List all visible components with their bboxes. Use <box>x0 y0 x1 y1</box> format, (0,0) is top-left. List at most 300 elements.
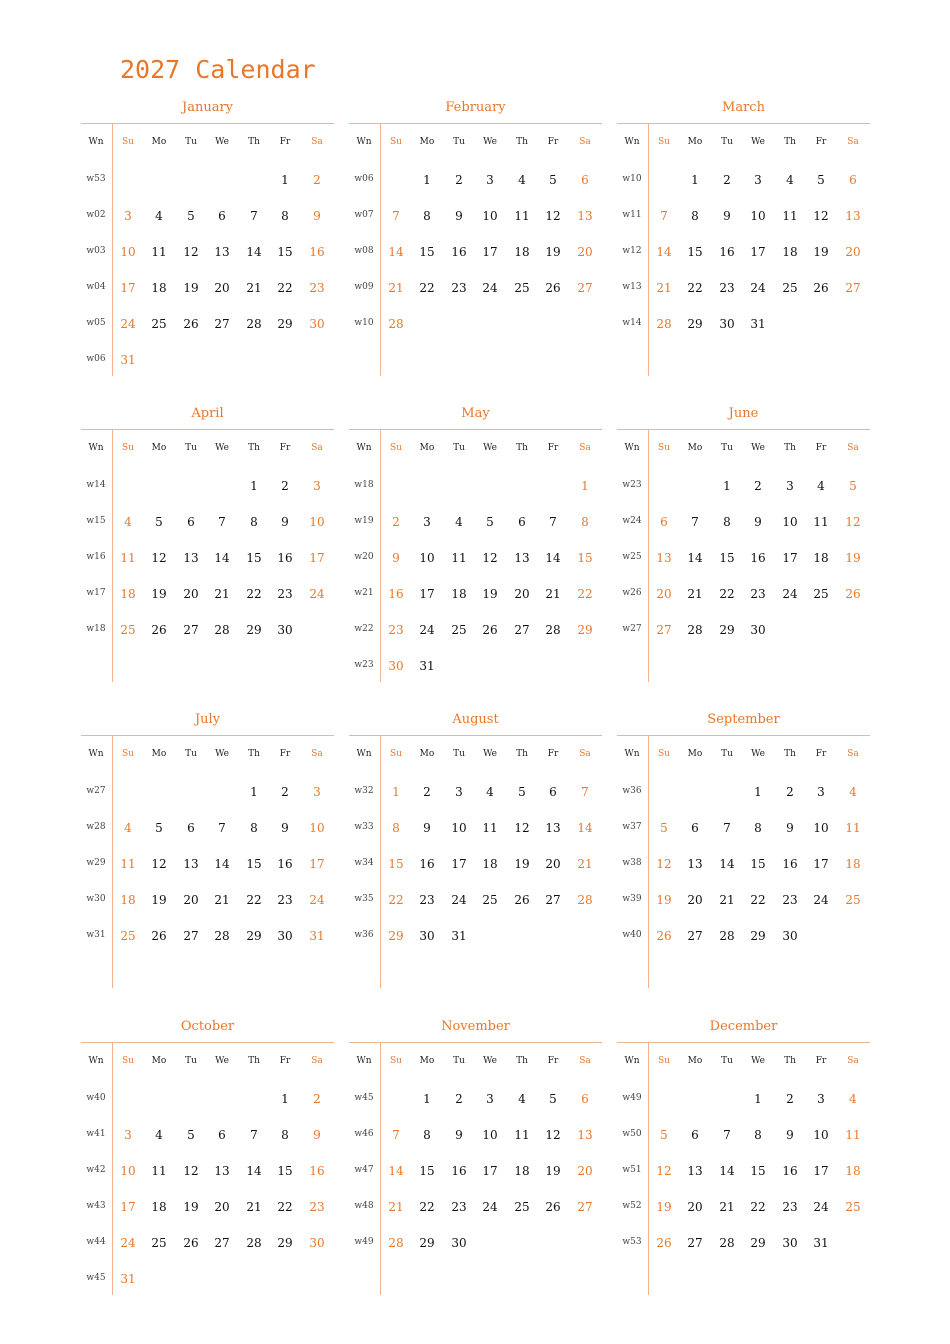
day-cell[interactable]: 8 <box>392 821 400 835</box>
day-cell[interactable]: 29 <box>246 623 262 637</box>
day-cell[interactable]: 8 <box>754 1128 762 1142</box>
day-cell[interactable]: 15 <box>246 551 262 565</box>
day-cell[interactable]: 30 <box>451 1236 467 1250</box>
day-cell[interactable]: 28 <box>719 929 735 943</box>
day-cell[interactable]: 19 <box>183 1200 199 1214</box>
day-cell[interactable]: 4 <box>849 785 857 799</box>
day-cell[interactable]: 13 <box>183 857 199 871</box>
day-cell[interactable]: 7 <box>218 515 226 529</box>
day-cell[interactable]: 17 <box>482 245 498 259</box>
day-cell[interactable]: 16 <box>782 1164 798 1178</box>
day-cell[interactable]: 7 <box>250 1128 258 1142</box>
day-cell[interactable]: 21 <box>388 1200 404 1214</box>
day-cell[interactable]: 4 <box>849 1092 857 1106</box>
day-cell[interactable]: 22 <box>246 893 262 907</box>
day-cell[interactable]: 30 <box>277 623 293 637</box>
day-cell[interactable]: 6 <box>581 1092 589 1106</box>
day-cell[interactable]: 22 <box>419 281 435 295</box>
day-cell[interactable]: 18 <box>482 857 498 871</box>
day-cell[interactable]: 15 <box>277 245 293 259</box>
day-cell[interactable]: 12 <box>151 857 167 871</box>
day-cell[interactable]: 5 <box>187 1128 195 1142</box>
day-cell[interactable]: 4 <box>486 785 494 799</box>
day-cell[interactable]: 17 <box>782 551 798 565</box>
day-cell[interactable]: 15 <box>577 551 593 565</box>
day-cell[interactable]: 4 <box>518 1092 526 1106</box>
day-cell[interactable]: 14 <box>687 551 703 565</box>
day-cell[interactable]: 19 <box>813 245 829 259</box>
day-cell[interactable]: 7 <box>723 1128 731 1142</box>
day-cell[interactable]: 27 <box>183 929 199 943</box>
day-cell[interactable]: 19 <box>656 893 672 907</box>
day-cell[interactable]: 2 <box>786 1092 794 1106</box>
day-cell[interactable]: 11 <box>782 209 798 223</box>
day-cell[interactable]: 4 <box>786 173 794 187</box>
day-cell[interactable]: 10 <box>451 821 467 835</box>
day-cell[interactable]: 30 <box>782 929 798 943</box>
day-cell[interactable]: 31 <box>451 929 467 943</box>
day-cell[interactable]: 10 <box>120 245 136 259</box>
day-cell[interactable]: 9 <box>754 515 762 529</box>
day-cell[interactable]: 17 <box>813 857 829 871</box>
day-cell[interactable]: 8 <box>250 515 258 529</box>
day-cell[interactable]: 2 <box>423 785 431 799</box>
day-cell[interactable]: 27 <box>577 1200 593 1214</box>
day-cell[interactable]: 6 <box>581 173 589 187</box>
day-cell[interactable]: 22 <box>750 1200 766 1214</box>
day-cell[interactable]: 18 <box>782 245 798 259</box>
day-cell[interactable]: 26 <box>813 281 829 295</box>
day-cell[interactable]: 10 <box>419 551 435 565</box>
day-cell[interactable]: 30 <box>419 929 435 943</box>
day-cell[interactable]: 20 <box>214 1200 230 1214</box>
day-cell[interactable]: 15 <box>419 1164 435 1178</box>
day-cell[interactable]: 17 <box>451 857 467 871</box>
day-cell[interactable]: 12 <box>656 1164 672 1178</box>
day-cell[interactable]: 29 <box>687 317 703 331</box>
day-cell[interactable]: 12 <box>151 551 167 565</box>
day-cell[interactable]: 9 <box>723 209 731 223</box>
day-cell[interactable]: 22 <box>277 1200 293 1214</box>
day-cell[interactable]: 29 <box>419 1236 435 1250</box>
day-cell[interactable]: 27 <box>687 929 703 943</box>
day-cell[interactable]: 5 <box>187 209 195 223</box>
day-cell[interactable]: 8 <box>281 1128 289 1142</box>
day-cell[interactable]: 13 <box>656 551 672 565</box>
day-cell[interactable]: 20 <box>514 587 530 601</box>
day-cell[interactable]: 11 <box>845 821 861 835</box>
day-cell[interactable]: 31 <box>813 1236 829 1250</box>
day-cell[interactable]: 28 <box>687 623 703 637</box>
day-cell[interactable]: 10 <box>813 821 829 835</box>
day-cell[interactable]: 16 <box>419 857 435 871</box>
day-cell[interactable]: 21 <box>246 1200 262 1214</box>
day-cell[interactable]: 30 <box>782 1236 798 1250</box>
day-cell[interactable]: 11 <box>151 245 167 259</box>
day-cell[interactable]: 16 <box>309 245 325 259</box>
day-cell[interactable]: 17 <box>309 551 325 565</box>
day-cell[interactable]: 5 <box>518 785 526 799</box>
day-cell[interactable]: 19 <box>151 587 167 601</box>
day-cell[interactable]: 9 <box>281 821 289 835</box>
day-cell[interactable]: 15 <box>419 245 435 259</box>
day-cell[interactable]: 3 <box>423 515 431 529</box>
day-cell[interactable]: 3 <box>817 1092 825 1106</box>
day-cell[interactable]: 15 <box>750 1164 766 1178</box>
day-cell[interactable]: 7 <box>392 1128 400 1142</box>
day-cell[interactable]: 24 <box>120 317 136 331</box>
day-cell[interactable]: 10 <box>782 515 798 529</box>
day-cell[interactable]: 12 <box>183 245 199 259</box>
day-cell[interactable]: 16 <box>719 245 735 259</box>
day-cell[interactable]: 9 <box>423 821 431 835</box>
day-cell[interactable]: 31 <box>750 317 766 331</box>
day-cell[interactable]: 10 <box>309 515 325 529</box>
day-cell[interactable]: 14 <box>388 245 404 259</box>
day-cell[interactable]: 13 <box>214 1164 230 1178</box>
day-cell[interactable]: 20 <box>577 245 593 259</box>
day-cell[interactable]: 1 <box>392 785 400 799</box>
day-cell[interactable]: 8 <box>250 821 258 835</box>
day-cell[interactable]: 24 <box>482 281 498 295</box>
day-cell[interactable]: 1 <box>281 1092 289 1106</box>
day-cell[interactable]: 30 <box>277 929 293 943</box>
day-cell[interactable]: 4 <box>124 821 132 835</box>
day-cell[interactable]: 25 <box>151 1236 167 1250</box>
day-cell[interactable]: 12 <box>845 515 861 529</box>
day-cell[interactable]: 22 <box>687 281 703 295</box>
day-cell[interactable]: 12 <box>514 821 530 835</box>
day-cell[interactable]: 14 <box>246 1164 262 1178</box>
day-cell[interactable]: 11 <box>151 1164 167 1178</box>
day-cell[interactable]: 19 <box>514 857 530 871</box>
day-cell[interactable]: 20 <box>577 1164 593 1178</box>
day-cell[interactable]: 31 <box>120 1272 136 1286</box>
day-cell[interactable]: 19 <box>183 281 199 295</box>
day-cell[interactable]: 18 <box>514 1164 530 1178</box>
day-cell[interactable]: 23 <box>277 893 293 907</box>
day-cell[interactable]: 23 <box>277 587 293 601</box>
day-cell[interactable]: 29 <box>246 929 262 943</box>
day-cell[interactable]: 13 <box>845 209 861 223</box>
day-cell[interactable]: 2 <box>455 173 463 187</box>
day-cell[interactable]: 2 <box>723 173 731 187</box>
day-cell[interactable]: 23 <box>719 281 735 295</box>
day-cell[interactable]: 21 <box>719 1200 735 1214</box>
day-cell[interactable]: 17 <box>120 1200 136 1214</box>
day-cell[interactable]: 21 <box>246 281 262 295</box>
day-cell[interactable]: 10 <box>750 209 766 223</box>
day-cell[interactable]: 3 <box>124 209 132 223</box>
day-cell[interactable]: 22 <box>577 587 593 601</box>
day-cell[interactable]: 9 <box>455 1128 463 1142</box>
day-cell[interactable]: 9 <box>392 551 400 565</box>
day-cell[interactable]: 28 <box>214 623 230 637</box>
day-cell[interactable]: 14 <box>214 857 230 871</box>
day-cell[interactable]: 26 <box>514 893 530 907</box>
day-cell[interactable]: 10 <box>482 209 498 223</box>
day-cell[interactable]: 8 <box>423 209 431 223</box>
day-cell[interactable]: 21 <box>214 587 230 601</box>
day-cell[interactable]: 23 <box>782 893 798 907</box>
day-cell[interactable]: 3 <box>455 785 463 799</box>
day-cell[interactable]: 27 <box>577 281 593 295</box>
day-cell[interactable]: 27 <box>656 623 672 637</box>
day-cell[interactable]: 12 <box>545 209 561 223</box>
day-cell[interactable]: 18 <box>451 587 467 601</box>
day-cell[interactable]: 26 <box>482 623 498 637</box>
day-cell[interactable]: 5 <box>155 515 163 529</box>
day-cell[interactable]: 10 <box>120 1164 136 1178</box>
day-cell[interactable]: 16 <box>750 551 766 565</box>
day-cell[interactable]: 8 <box>581 515 589 529</box>
day-cell[interactable]: 9 <box>281 515 289 529</box>
day-cell[interactable]: 7 <box>723 821 731 835</box>
day-cell[interactable]: 25 <box>514 281 530 295</box>
day-cell[interactable]: 10 <box>482 1128 498 1142</box>
day-cell[interactable]: 5 <box>849 479 857 493</box>
day-cell[interactable]: 20 <box>656 587 672 601</box>
day-cell[interactable]: 26 <box>545 1200 561 1214</box>
day-cell[interactable]: 26 <box>151 929 167 943</box>
day-cell[interactable]: 3 <box>786 479 794 493</box>
day-cell[interactable]: 17 <box>813 1164 829 1178</box>
day-cell[interactable]: 16 <box>451 245 467 259</box>
day-cell[interactable]: 11 <box>813 515 829 529</box>
day-cell[interactable]: 31 <box>309 929 325 943</box>
day-cell[interactable]: 15 <box>277 1164 293 1178</box>
day-cell[interactable]: 6 <box>660 515 668 529</box>
day-cell[interactable]: 24 <box>309 587 325 601</box>
day-cell[interactable]: 4 <box>817 479 825 493</box>
day-cell[interactable]: 28 <box>719 1236 735 1250</box>
day-cell[interactable]: 29 <box>750 929 766 943</box>
day-cell[interactable]: 25 <box>151 317 167 331</box>
day-cell[interactable]: 6 <box>849 173 857 187</box>
day-cell[interactable]: 26 <box>151 623 167 637</box>
day-cell[interactable]: 8 <box>691 209 699 223</box>
day-cell[interactable]: 22 <box>246 587 262 601</box>
day-cell[interactable]: 23 <box>388 623 404 637</box>
day-cell[interactable]: 9 <box>786 821 794 835</box>
day-cell[interactable]: 25 <box>845 893 861 907</box>
day-cell[interactable]: 25 <box>482 893 498 907</box>
day-cell[interactable]: 16 <box>309 1164 325 1178</box>
day-cell[interactable]: 21 <box>545 587 561 601</box>
day-cell[interactable]: 17 <box>750 245 766 259</box>
day-cell[interactable]: 15 <box>687 245 703 259</box>
day-cell[interactable]: 23 <box>451 1200 467 1214</box>
day-cell[interactable]: 2 <box>313 173 321 187</box>
day-cell[interactable]: 12 <box>482 551 498 565</box>
day-cell[interactable]: 8 <box>423 1128 431 1142</box>
day-cell[interactable]: 6 <box>218 209 226 223</box>
day-cell[interactable]: 6 <box>549 785 557 799</box>
day-cell[interactable]: 6 <box>218 1128 226 1142</box>
day-cell[interactable]: 13 <box>514 551 530 565</box>
day-cell[interactable]: 26 <box>545 281 561 295</box>
day-cell[interactable]: 29 <box>577 623 593 637</box>
day-cell[interactable]: 3 <box>313 479 321 493</box>
day-cell[interactable]: 18 <box>813 551 829 565</box>
day-cell[interactable]: 27 <box>687 1236 703 1250</box>
day-cell[interactable]: 22 <box>388 893 404 907</box>
day-cell[interactable]: 5 <box>155 821 163 835</box>
day-cell[interactable]: 16 <box>451 1164 467 1178</box>
day-cell[interactable]: 11 <box>845 1128 861 1142</box>
day-cell[interactable]: 24 <box>419 623 435 637</box>
day-cell[interactable]: 28 <box>577 893 593 907</box>
day-cell[interactable]: 1 <box>691 173 699 187</box>
day-cell[interactable]: 20 <box>214 281 230 295</box>
day-cell[interactable]: 16 <box>277 551 293 565</box>
day-cell[interactable]: 13 <box>214 245 230 259</box>
day-cell[interactable]: 7 <box>392 209 400 223</box>
day-cell[interactable]: 5 <box>660 1128 668 1142</box>
day-cell[interactable]: 30 <box>388 659 404 673</box>
day-cell[interactable]: 18 <box>120 893 136 907</box>
day-cell[interactable]: 2 <box>754 479 762 493</box>
day-cell[interactable]: 5 <box>817 173 825 187</box>
day-cell[interactable]: 8 <box>754 821 762 835</box>
day-cell[interactable]: 29 <box>277 1236 293 1250</box>
day-cell[interactable]: 21 <box>656 281 672 295</box>
day-cell[interactable]: 7 <box>660 209 668 223</box>
day-cell[interactable]: 9 <box>313 209 321 223</box>
day-cell[interactable]: 19 <box>151 893 167 907</box>
day-cell[interactable]: 27 <box>845 281 861 295</box>
day-cell[interactable]: 5 <box>660 821 668 835</box>
day-cell[interactable]: 12 <box>183 1164 199 1178</box>
day-cell[interactable]: 15 <box>388 857 404 871</box>
day-cell[interactable]: 23 <box>419 893 435 907</box>
day-cell[interactable]: 13 <box>577 1128 593 1142</box>
day-cell[interactable]: 29 <box>277 317 293 331</box>
day-cell[interactable]: 29 <box>388 929 404 943</box>
day-cell[interactable]: 7 <box>691 515 699 529</box>
day-cell[interactable]: 17 <box>419 587 435 601</box>
day-cell[interactable]: 5 <box>486 515 494 529</box>
day-cell[interactable]: 9 <box>313 1128 321 1142</box>
day-cell[interactable]: 19 <box>656 1200 672 1214</box>
day-cell[interactable]: 26 <box>183 317 199 331</box>
day-cell[interactable]: 20 <box>687 1200 703 1214</box>
day-cell[interactable]: 14 <box>545 551 561 565</box>
day-cell[interactable]: 14 <box>246 245 262 259</box>
day-cell[interactable]: 25 <box>514 1200 530 1214</box>
day-cell[interactable]: 4 <box>124 515 132 529</box>
day-cell[interactable]: 6 <box>691 821 699 835</box>
day-cell[interactable]: 27 <box>183 623 199 637</box>
day-cell[interactable]: 31 <box>120 353 136 367</box>
day-cell[interactable]: 7 <box>218 821 226 835</box>
day-cell[interactable]: 1 <box>250 479 258 493</box>
day-cell[interactable]: 5 <box>549 173 557 187</box>
day-cell[interactable]: 14 <box>214 551 230 565</box>
day-cell[interactable]: 9 <box>455 209 463 223</box>
day-cell[interactable]: 11 <box>482 821 498 835</box>
day-cell[interactable]: 26 <box>845 587 861 601</box>
day-cell[interactable]: 15 <box>719 551 735 565</box>
day-cell[interactable]: 21 <box>214 893 230 907</box>
day-cell[interactable]: 1 <box>754 785 762 799</box>
day-cell[interactable]: 4 <box>155 1128 163 1142</box>
day-cell[interactable]: 30 <box>309 317 325 331</box>
day-cell[interactable]: 14 <box>388 1164 404 1178</box>
day-cell[interactable]: 1 <box>581 479 589 493</box>
day-cell[interactable]: 12 <box>813 209 829 223</box>
day-cell[interactable]: 23 <box>451 281 467 295</box>
day-cell[interactable]: 23 <box>750 587 766 601</box>
day-cell[interactable]: 12 <box>545 1128 561 1142</box>
day-cell[interactable]: 30 <box>719 317 735 331</box>
day-cell[interactable]: 1 <box>250 785 258 799</box>
day-cell[interactable]: 18 <box>120 587 136 601</box>
day-cell[interactable]: 6 <box>518 515 526 529</box>
day-cell[interactable]: 11 <box>514 209 530 223</box>
day-cell[interactable]: 24 <box>782 587 798 601</box>
day-cell[interactable]: 20 <box>183 893 199 907</box>
day-cell[interactable]: 3 <box>754 173 762 187</box>
day-cell[interactable]: 4 <box>518 173 526 187</box>
day-cell[interactable]: 20 <box>845 245 861 259</box>
day-cell[interactable]: 18 <box>151 1200 167 1214</box>
day-cell[interactable]: 11 <box>120 857 136 871</box>
day-cell[interactable]: 25 <box>813 587 829 601</box>
day-cell[interactable]: 24 <box>309 893 325 907</box>
day-cell[interactable]: 20 <box>687 893 703 907</box>
day-cell[interactable]: 28 <box>388 1236 404 1250</box>
day-cell[interactable]: 26 <box>656 1236 672 1250</box>
day-cell[interactable]: 11 <box>451 551 467 565</box>
day-cell[interactable]: 28 <box>246 317 262 331</box>
day-cell[interactable]: 17 <box>120 281 136 295</box>
day-cell[interactable]: 19 <box>545 245 561 259</box>
day-cell[interactable]: 27 <box>214 1236 230 1250</box>
day-cell[interactable]: 26 <box>183 1236 199 1250</box>
day-cell[interactable]: 31 <box>419 659 435 673</box>
day-cell[interactable]: 22 <box>750 893 766 907</box>
day-cell[interactable]: 25 <box>451 623 467 637</box>
day-cell[interactable]: 27 <box>545 893 561 907</box>
day-cell[interactable]: 10 <box>309 821 325 835</box>
day-cell[interactable]: 27 <box>514 623 530 637</box>
day-cell[interactable]: 14 <box>719 857 735 871</box>
day-cell[interactable]: 2 <box>455 1092 463 1106</box>
day-cell[interactable]: 26 <box>656 929 672 943</box>
day-cell[interactable]: 21 <box>687 587 703 601</box>
day-cell[interactable]: 21 <box>577 857 593 871</box>
day-cell[interactable]: 2 <box>313 1092 321 1106</box>
day-cell[interactable]: 18 <box>514 245 530 259</box>
day-cell[interactable]: 16 <box>388 587 404 601</box>
day-cell[interactable]: 8 <box>723 515 731 529</box>
day-cell[interactable]: 17 <box>482 1164 498 1178</box>
day-cell[interactable]: 3 <box>486 173 494 187</box>
day-cell[interactable]: 11 <box>120 551 136 565</box>
day-cell[interactable]: 10 <box>813 1128 829 1142</box>
day-cell[interactable]: 7 <box>549 515 557 529</box>
day-cell[interactable]: 4 <box>155 209 163 223</box>
day-cell[interactable]: 3 <box>486 1092 494 1106</box>
day-cell[interactable]: 3 <box>817 785 825 799</box>
day-cell[interactable]: 23 <box>309 1200 325 1214</box>
day-cell[interactable]: 30 <box>309 1236 325 1250</box>
day-cell[interactable]: 29 <box>719 623 735 637</box>
day-cell[interactable]: 8 <box>281 209 289 223</box>
day-cell[interactable]: 14 <box>577 821 593 835</box>
day-cell[interactable]: 21 <box>388 281 404 295</box>
